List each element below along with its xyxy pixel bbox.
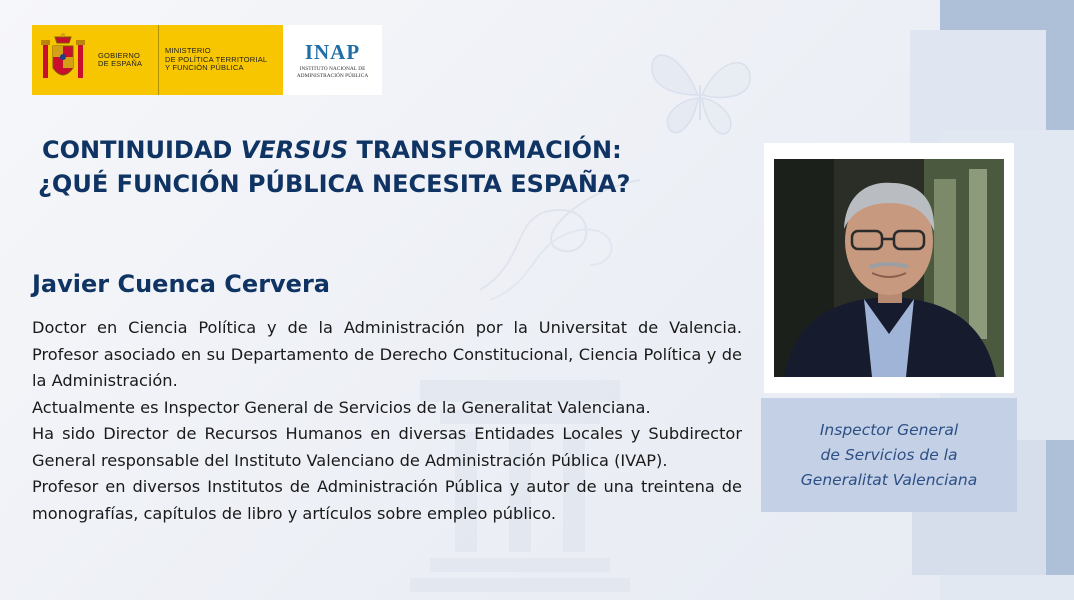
gov-label-line1: GOBIERNO xyxy=(98,50,141,60)
ministry-label xyxy=(165,47,275,73)
event-title xyxy=(38,133,658,201)
bio-paragraph-2: Actualmente es Inspector General de Servicios de la Generalitat Valenciana. xyxy=(32,397,651,417)
speaker-role-caption xyxy=(761,398,1017,512)
ministry-label-line2: DE POLÍTICA TERRITORIAL xyxy=(165,54,268,64)
event-title-line1 xyxy=(38,133,658,167)
speaker-portrait-icon xyxy=(774,159,1004,377)
speaker-bio xyxy=(32,315,742,527)
inap-subtitle-line2: ADMINISTRACIÓN PÚBLICA xyxy=(296,72,369,79)
inap-subtitle xyxy=(297,66,368,79)
speaker-name: Javier Cuenca Cervera xyxy=(32,270,330,298)
speaker-photo-frame xyxy=(764,143,1014,393)
ministry-label-line1: MINISTERIO xyxy=(165,46,211,56)
decor-block-bottom-right xyxy=(1045,440,1074,575)
coat-of-arms-icon xyxy=(32,25,94,95)
title-part-continuidad: CONTINUIDAD xyxy=(42,136,241,164)
bio-paragraph-3: Ha sido Director de Recursos Humanos en diversas Entidades Locales y Subdirector General responsable del Instituto Valenciano de Administración Pública (IVAP). xyxy=(32,424,742,470)
logo-divider xyxy=(158,25,159,95)
title-part-versus: VERSUS xyxy=(240,136,349,164)
inap-subtitle-line1: INSTITUTO NACIONAL DE xyxy=(299,66,366,72)
title-part-transformacion: TRANSFORMACIÓN: xyxy=(348,136,622,164)
bio-paragraph-4: Profesor en diversos Institutos de Administración Pública y autor de una treintena de monografías, capítulos de libro y artículos sobre empleo público. xyxy=(32,477,742,523)
speaker-photo xyxy=(774,159,1004,377)
inap-logo xyxy=(283,25,382,95)
inap-wordmark: INAP xyxy=(304,40,361,64)
government-logo xyxy=(32,25,283,95)
caption-line1: Inspector General xyxy=(819,420,959,439)
butterfly-watermark-icon xyxy=(640,40,760,140)
logo-bar xyxy=(32,25,382,95)
caption-line3: Generalitat Valenciana xyxy=(800,470,978,489)
caption-line2: de Servicios de la xyxy=(820,445,958,464)
gov-label-line2: DE ESPAÑA xyxy=(98,59,143,68)
event-title-line2: ¿QUÉ FUNCIÓN PÚBLICA NECESITA ESPAÑA? xyxy=(38,170,631,198)
ministry-label-line3: Y FUNCIÓN PÚBLICA xyxy=(165,63,244,73)
government-label xyxy=(94,52,156,69)
bio-paragraph-1: Doctor en Ciencia Política y de la Administración por la Universitat de Valencia. Profesor asociado en su Departamento de Derecho Constitucional, Ciencia Política y de la Administración. xyxy=(32,318,742,390)
